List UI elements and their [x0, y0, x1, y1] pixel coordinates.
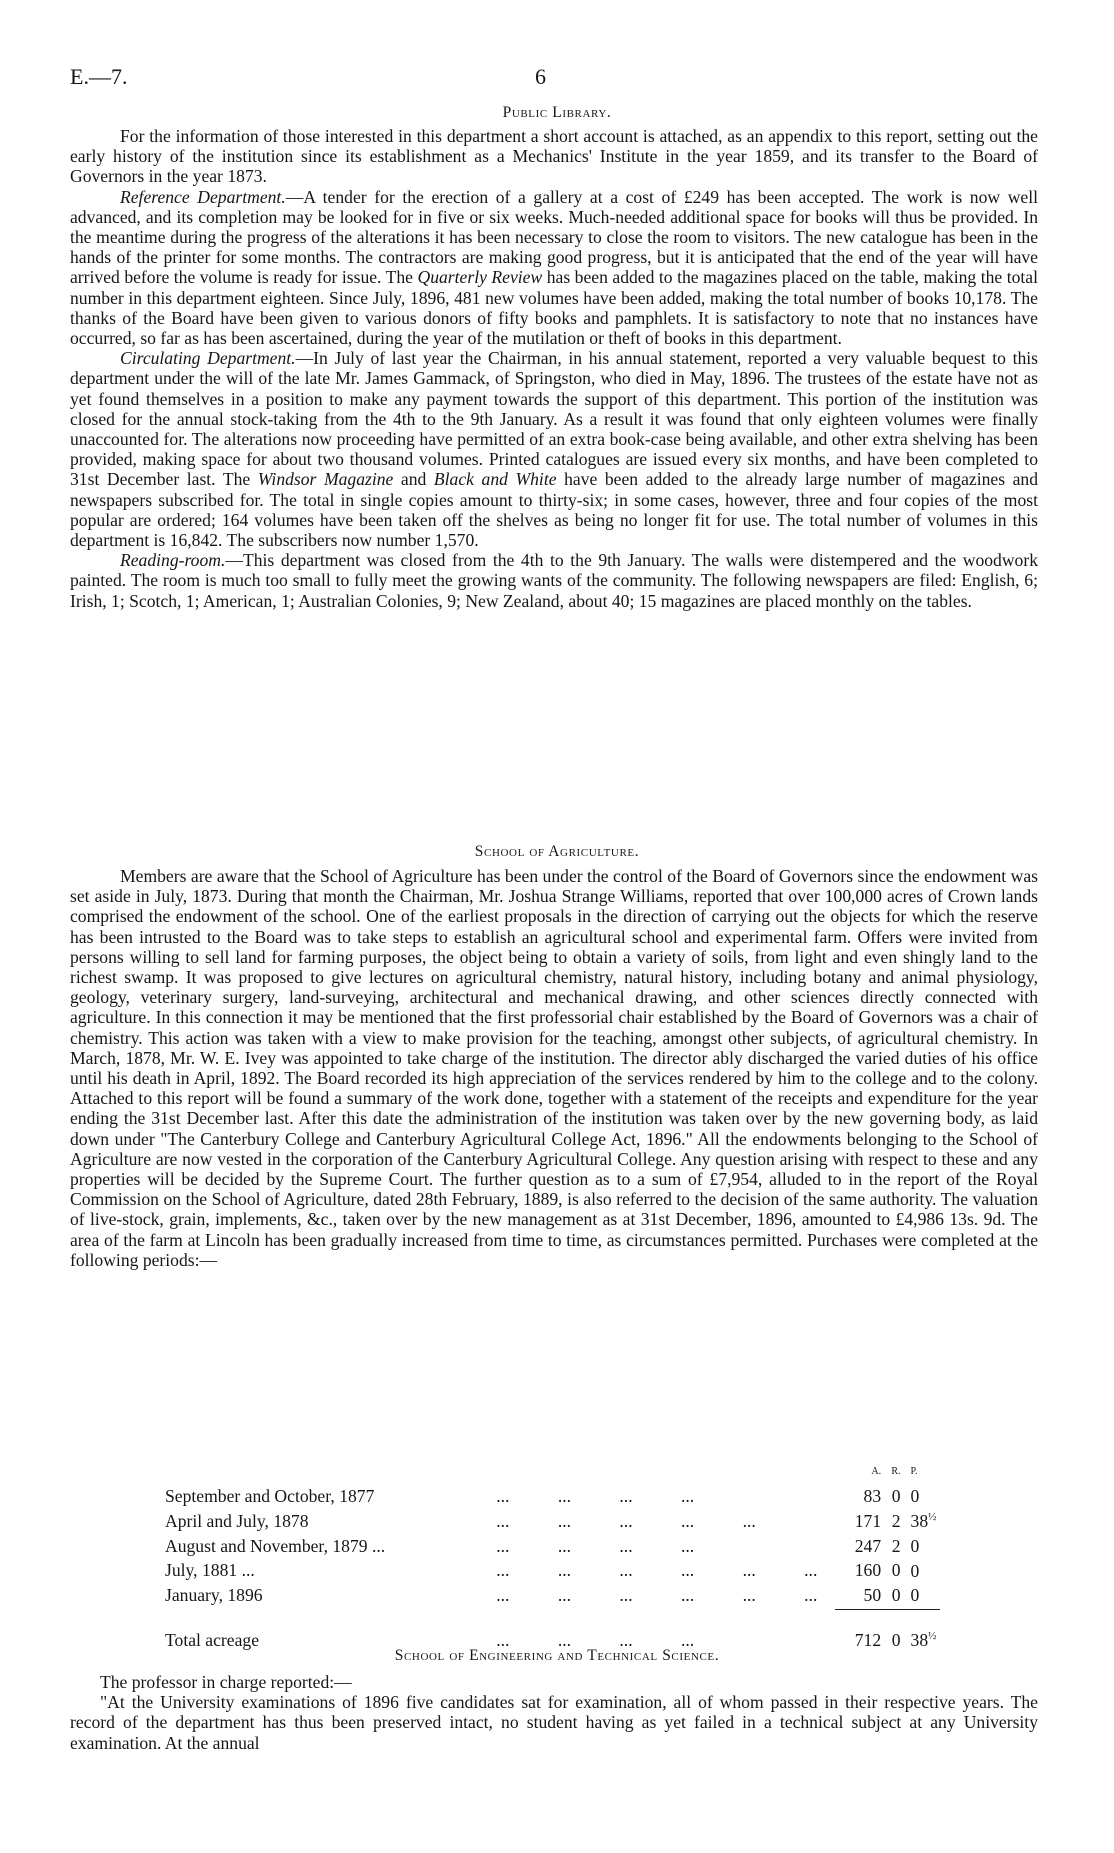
reference-department-paragraph: Reference Department.—A tender for the erection of a gallery at a cost of £249 has been accepted. The work is now well advanced, and its completion may be looked for in five or six weeks. Much-needed additional space for books will thus be provided. In the meantime during the progress of the alterations it has been necessary to close the room to visitors. The new catalogue has been in the hands of the printer for some months. The contractors are making good progress, but it is anticipated that the end of the year will have arrived before the volume is ready for issue. The Quarterly Review has been added to the magazines placed on the table, making the total number in this department eighteen. Since July, 1896, 481 new volumes have been added, making the total number of books 10,178. The thanks of the Board have been given to various donors of fifty books and pamphlets. It is satisfactory to note that no instances have occurred, so far as has been ascertained, during the year of the mutilation or theft of books in this department.	[70, 186, 1039, 349]
roods-value: 2	[891, 1535, 901, 1556]
acres-value: 50	[863, 1585, 882, 1606]
unit-header-row	[165, 1461, 945, 1482]
section-title-school-of-engineering: School of Engineering and Technical Science.	[394, 1647, 720, 1664]
perches-value: 0	[910, 1585, 920, 1606]
purchase-period: July, 1881 ...	[165, 1560, 255, 1581]
table-row	[165, 1507, 945, 1532]
dot-leader: ... ... ... ...	[496, 1485, 695, 1506]
school-of-agriculture-body	[70, 866, 1038, 1270]
page-number: 6	[535, 64, 546, 89]
dot-leader: ... ... ... ... ... ...	[496, 1560, 818, 1581]
dot-leader: ... ... ... ... ...	[496, 1510, 756, 1531]
acres-value: 83	[863, 1485, 882, 1506]
unit-acres: A.	[871, 1466, 882, 1477]
perches-value: $38^{\frac{1}{2}}$	[910, 1510, 937, 1531]
total-roods: 0	[891, 1630, 901, 1651]
dot-leader: ... ... ... ...	[496, 1535, 695, 1556]
total-perches: $38^{\frac{1}{2}}$	[910, 1630, 937, 1651]
circulating-department-heading: Circulating Department.	[120, 348, 296, 369]
school-of-engineering-body	[70, 1672, 1038, 1753]
unit-perches: P.	[910, 1466, 918, 1477]
roods-value: 0	[891, 1585, 901, 1606]
agriculture-paragraph: Members are aware that the School of Agriculture has been under the control of the Board of Governors since the endowment was set aside in July, 1873. During that month the Chairman, Mr. Joshua Strange Williams, reported that over 100,000 acres of Crown lands comprised the endowment of the school. One of the earliest proposals in the direction of carrying out the objects for which the reserve has been intrusted to the Board was to take steps to establish an agricultural school and experimental farm. Offers were invited from persons willing to sell land for farming purposes, the object being to obtain a variety of soils, from light and even shingly land to the richest swamp. It was proposed to give lectures on agricultural chemistry, natural history, including botany and animal physiology, geology, veterinary surgery, land-surveying, architectural and mechanical drawing, and other sciences directly connected with agriculture. In this connection it may be mentioned that the first professorial chair established by the Board of Governors was a chair of chemistry. This action was taken with a view to make provision for the teaching, amongst other subjects, of agricultural chemistry. In March, 1878, Mr. W. E. Ivey was appointed to take charge of the institution. The director ably discharged the varied duties of his office until his death in April, 1892. The Board recorded its high appreciation of the services rendered by him to the college and to the colony. Attached to this report will be found a summary of the work done, together with a statement of the receipts and expenditure for the year ending the 31st December last. After this date the administration of the institution was taken over by the new governing body, as laid down under "The Canterbury College and Canterbury Agricultural College Act, 1896." All the endowments belonging to the School of Agriculture are now vested in the corporation of the Canterbury Agricultural College. Any question arising with respect to these and any properties will be decided by the Supreme Court. The further question as to a sum of £7,954, alluded to in the report of the Royal Commission on the School of Agriculture, dated 28th February, 1889, is also referred to the decision of the same authority. The valuation of live-stock, grain, implements, &c., taken over by the new management as at 31st December, 1896, amounted to £4,986 13s. 9d. The area of the farm at Lincoln has been gradually increased from time to time, as circumstances permitted. Purchases were completed at the following periods:—	[70, 866, 1038, 1270]
section-title-public-library: Public Library.	[502, 104, 612, 121]
roods-value: 0	[891, 1485, 901, 1506]
perches-value: 0	[910, 1485, 920, 1506]
reading-room-paragraph: Reading-room.—This department was closed from the 4th to the 9th January. The walls were distempered and the woodwork painted. The room is much too small to fully meet the growing wants of the community. The following newspapers are filed: English, 6; Irish, 1; Scotch, 1; American, 1; Australian Colonies, 9; New Zealand, about 40; 15 magazines are placed monthly on the tables.	[70, 550, 1038, 611]
dot-leader: ... ... ... ...	[496, 1630, 695, 1651]
perches-value: 0	[910, 1560, 920, 1581]
unit-roods: R.	[891, 1466, 901, 1477]
total-acres: 712	[854, 1630, 882, 1651]
purchase-period: September and October, 1877	[165, 1485, 375, 1506]
table-row	[165, 1557, 945, 1582]
reading-room-heading: Reading-room.	[120, 550, 226, 571]
acres-value: 160	[854, 1560, 882, 1581]
section-title-school-of-agriculture: School of Agriculture.	[474, 843, 640, 860]
total-divider	[835, 1609, 940, 1610]
reference-department-heading: Reference Department.	[120, 186, 286, 207]
circulating-department-paragraph: Circulating Department.—In July of last year the Chairman, in his annual statement, reported a very valuable bequest to this department under the will of the late Mr. James Gammack, of Springston, who died in May, 1896. The trustees of the estate have not as yet found themselves in a position to make any payment towards the support of this department. This portion of the institution was closed for the annual stock-taking from the 4th to the 9th January. As a result it was found that only eighteen volumes were finally unaccounted for. The alterations now proceeding have permitted of an extra book-case being available, and other extra shelving has been provided, making space for about two thousand volumes. Printed catalogues are issued every six months, and have been completed to 31st December last. The Windsor Magazine and Black and White have been added to the already large number of magazines and newspapers subscribed for. The total in single copies amount to thirty-six; in some cases, however, three and four copies of the most popular are ordered; 164 volumes have been taken off the shelves as being no longer fit for use. The total number of volumes in this department is 16,842. The subscribers now number 1,570.	[70, 348, 1039, 551]
intro-paragraph: For the information of those interested in this department a short account is attached, as an appendix to this report, setting out the early history of the institution since its establishment as a Mechanics' Institute in the year 1859, and its transfer to the Board of Governors in the year 1873.	[70, 126, 1038, 187]
windsor-magazine-title: Windsor Magazine	[257, 469, 394, 490]
document-reference: E.—7.	[70, 64, 128, 89]
quarterly-review-title: Quarterly Review	[417, 267, 543, 288]
total-row	[165, 1606, 945, 1651]
acres-value: 171	[854, 1510, 882, 1531]
total-label: Total acreage	[165, 1630, 259, 1651]
table-row	[165, 1581, 945, 1606]
purchase-period: April and July, 1878	[165, 1510, 309, 1531]
purchase-period: January, 1896	[165, 1585, 263, 1606]
table-row	[165, 1532, 945, 1557]
engineering-report-quote: "At the University examinations of 1896 five candidates sat for examination, all of whom passed in their respective years. The record of the department has thus been preserved intact, no student having as yet failed in a technical subject at any University examination. At the annual	[70, 1692, 1038, 1753]
roods-value: 2	[891, 1510, 901, 1531]
table-row	[165, 1482, 945, 1507]
dot-leader: ... ... ... ... ... ...	[496, 1585, 818, 1606]
public-library-body	[70, 126, 1038, 611]
roods-value: 0	[891, 1560, 901, 1581]
acreage-table	[165, 1461, 945, 1651]
perches-value: 0	[910, 1535, 920, 1556]
black-and-white-title: Black and White	[433, 469, 557, 490]
purchase-period: August and November, 1879 ...	[165, 1535, 386, 1556]
engineering-lead-line: The professor in charge reported:—	[100, 1672, 352, 1692]
acres-value: 247	[854, 1535, 882, 1556]
